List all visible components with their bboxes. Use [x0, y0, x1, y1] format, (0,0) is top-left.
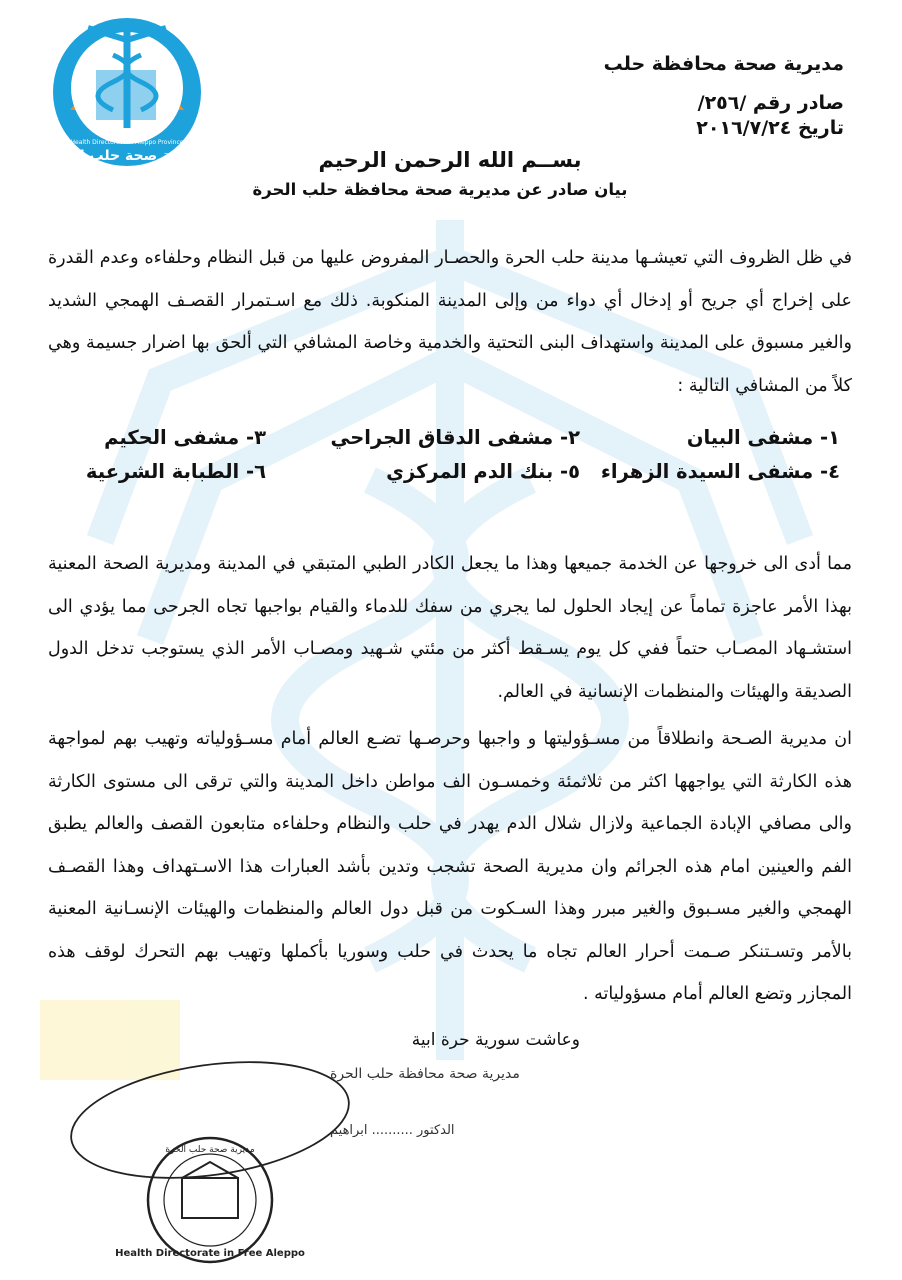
issue-date: تاريخ ٢٠١٦/٧/٢٤	[696, 117, 844, 139]
signature-line-name: الدكتور .......... ابراهيم	[330, 1123, 455, 1138]
basmala: بســم الله الرحمن الرحيم	[318, 148, 582, 172]
closing-line: وعاشت سورية حرة ابية	[411, 1030, 580, 1050]
hospital-item: ٣- مشفى الحكيم	[104, 426, 266, 449]
hospital-item: ٢- مشفى الدقاق الجراحي	[330, 426, 580, 449]
letter-header	[604, 52, 844, 141]
hospital-item: ٥- بنك الدم المركزي	[386, 460, 580, 483]
signature-stamp	[60, 1050, 520, 1270]
logo-arabic-text: مديرية صحة حلب الحرة	[47, 148, 207, 164]
reference-number: صادر رقم /٢٥٦/	[697, 92, 844, 114]
logo-english-text: Health Directorate in Aleppo Province	[70, 139, 184, 146]
hospital-item: ١- مشفى البيان	[686, 426, 840, 449]
paragraph-appeal: ان مديرية الصـحة وانطلاقاً من مسـؤوليتها و واجبها وحرصـها تضـع العالم أمام مسـؤولياته وتهيب بهم لمواجهة هذه الكارثة التي يواجهها اكثر من ثلاثمئة وخمسـون الف مواطن داخل المدينة والتي ترقى الى مستوى الكارثة والى مصافي الإبادة الجماعية ولازال شلال الدم يهدر في حلب والنظام وحلفاءه متابعون القصف والعالم يطبق الفم والعينين امام هذه الجرائم وان مديرية الصحة تشجب وتدين بأشد العبارات هذا الاسـتهداف وهذا القصـف الهمجي والغير مسـبوق والغير مبرر وهذا السـكوت من قبل دول العالم والمنظمات والهيئات الإنسـانية المعنية بالأمر وتسـتنكر صـمت أحرار العالم تجاه ما يحدث في حلب وسوريا بأكملها وتهيب بهم التحرك لوقف هذه المجازر وتضع العالم أمام مسؤولياته .	[48, 729, 852, 1004]
signature-line-org: مديرية صحة محافظة حلب الحرة	[330, 1066, 520, 1082]
stamp-arabic-text: مديرية صحة حلب الحرة	[165, 1145, 255, 1155]
paragraph-consequences: مما أدى الى خروجها عن الخدمة جميعها وهذا ما يجعل الكادر الطبي المتبقي في المدينة ومديرية الصحة المعنية بهذا الأمر عاجزة تماماً عن إيجاد الحلول لما يجري من سفك للدماء والقيام بواجبها تجاه الجرحى مما يؤدي الى استشـهاد المصـاب حتماً ففي كل يوم يسـقط أكثر من مئتي شـهيد ومصـاب الأمر الذي يستوجب تدخل الدول الصديقة والهيئات والمنظمات الإنسانية في العالم.	[48, 554, 852, 702]
health-directorate-logo	[48, 10, 206, 172]
paragraph-intro: في ظل الظروف التي تعيشـها مدينة حلب الحرة والحصـار المفروض عليها من قبل النظام وحلفاءه وعدم القدرة على إخراج أي جريح أو إدخال أي دواء من وإلى المدينة المنكوبة. ذلك مع اسـتمرار القصـف الهمجي الشديد والغير مسبوق على المدينة واستهداف البنى التحتية والخدمية وخاصة المشافي التي ألحق بها اضرار جسيمة وهي كلاً من المشافي التالية :	[48, 248, 852, 396]
statement-title: بيان صادر عن مديرية صحة محافظة حلب الحرة	[252, 180, 628, 199]
stamp-english-text: Health Directorate in Free Aleppo	[115, 1248, 305, 1259]
hospital-item: ٦- الطبابة الشرعية	[85, 460, 266, 483]
issuer-name: مديرية صحة محافظة حلب	[603, 53, 844, 75]
hospital-item: ٤- مشفى السيدة الزهراء	[600, 460, 840, 483]
